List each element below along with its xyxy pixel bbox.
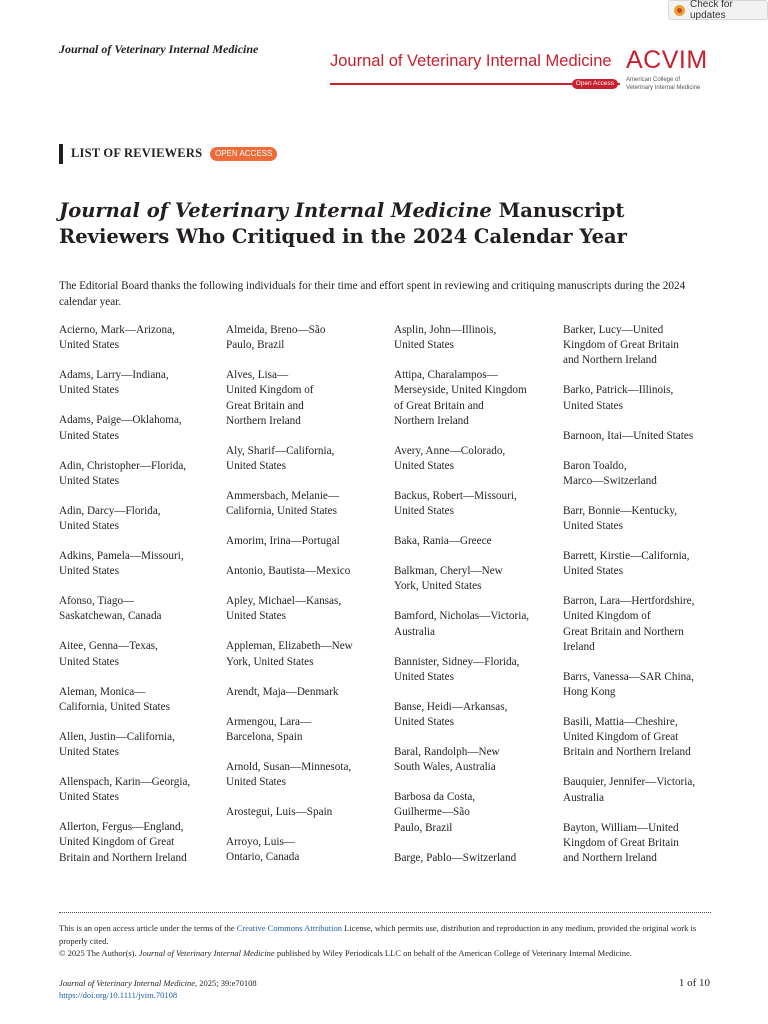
reviewer-entry-line: Barron, Lara—Hertfordshire, bbox=[563, 595, 695, 608]
reviewer-entry-line: United Kingdom of bbox=[563, 610, 651, 623]
reviewer-entry-line: California, United States bbox=[59, 700, 170, 713]
reviewer-entry-line: Amorim, Irina—Portugal bbox=[226, 535, 340, 548]
reviewer-entry-line: Ammersbach, Melanie— bbox=[226, 490, 340, 502]
reviewer-entry-line: Asplin, John—Illinois, bbox=[394, 324, 497, 336]
reviewer-entry-line: Kingdom of Great Britain bbox=[563, 836, 679, 849]
reviewer-entry-line: Ontario, Canada bbox=[226, 851, 300, 864]
reviewer-entry-line: Ireland bbox=[563, 640, 595, 653]
reviewer-entry-line: Guilherme—São bbox=[394, 806, 470, 819]
open-access-badge: OPEN ACCESS bbox=[210, 147, 277, 161]
license-footnote bbox=[59, 922, 719, 960]
reviewer-entry-line: Northern Ireland bbox=[394, 414, 469, 427]
reviewer-entry-line: Bannister, Sidney—Florida, bbox=[394, 655, 520, 668]
reviewer-entry bbox=[394, 655, 554, 685]
reviewer-entry bbox=[59, 368, 219, 398]
citation: Journal of Veterinary Internal Medicine, 2025; 39:e70108 bbox=[59, 978, 257, 988]
reviewer-entry-line: California, United States bbox=[226, 505, 337, 518]
reviewer-entry-line: United States bbox=[394, 460, 454, 472]
reviewer-entry bbox=[394, 790, 554, 836]
reviewer-entry-line: United States bbox=[226, 460, 286, 472]
reviewer-entry bbox=[563, 459, 723, 489]
reviewer-entry-line: Basili, Mattia—Cheshire, bbox=[563, 716, 678, 728]
reviewer-entry bbox=[226, 760, 386, 790]
reviewer-entry-line: Appleman, Elizabeth—New bbox=[226, 640, 353, 653]
reviewer-entry-line: Arnold, Susan—Minnesota, bbox=[226, 760, 352, 773]
reviewer-entry-line: Almeida, Breno—São bbox=[226, 324, 326, 336]
reviewer-entry-line: United States bbox=[59, 565, 119, 578]
open-access-pill: Open Access bbox=[572, 79, 618, 89]
reviewer-entry-line: Alves, Lisa— bbox=[226, 369, 289, 382]
reviewer-entry bbox=[563, 775, 723, 805]
reviewer-entry bbox=[226, 639, 386, 669]
reviewer-entry-line: United States bbox=[59, 655, 119, 668]
reviewer-entry bbox=[226, 368, 386, 429]
reviewer-entry-line: Saskatchewan, Canada bbox=[59, 610, 162, 623]
reviewer-entry bbox=[59, 594, 219, 624]
reviewer-entry-line: Great Britain and bbox=[226, 399, 304, 412]
reviewer-entry-line: Allenspach, Karin—Georgia, bbox=[59, 776, 191, 788]
acvim-subtitle-line2: Veterinary Internal Medicine bbox=[626, 85, 701, 91]
reviewer-entry bbox=[394, 444, 554, 474]
reviewer-entry bbox=[59, 639, 219, 669]
reviewer-entry-line: Hong Kong bbox=[563, 686, 616, 698]
footer-divider bbox=[59, 912, 711, 913]
reviewer-entry-line: Armengou, Lara— bbox=[226, 715, 312, 728]
reviewer-entry-line: United States bbox=[59, 429, 119, 442]
reviewer-entry bbox=[226, 715, 386, 745]
reviewer-entry-line: United States bbox=[59, 339, 119, 352]
reviewer-entry-line: Barrett, Kirstie—California, bbox=[563, 550, 690, 562]
reviewer-entry-line: Attipa, Charalampos— bbox=[394, 369, 498, 382]
reviewer-entry bbox=[59, 323, 219, 353]
reviewer-entry-line: United States bbox=[59, 520, 119, 532]
reviewer-entry-line: Allerton, Fergus—England, bbox=[59, 821, 184, 834]
reviewer-entry-line: Bayton, William—United bbox=[563, 821, 679, 834]
reviewer-entry-line: Adkins, Pamela—Missouri, bbox=[59, 550, 184, 562]
reviewer-entry bbox=[394, 745, 554, 775]
reviewer-entry-line: Paulo, Brazil bbox=[226, 339, 285, 352]
reviewer-entry-line: Balkman, Cheryl—New bbox=[394, 565, 503, 578]
reviewer-entry bbox=[59, 504, 219, 534]
copyright-text: © 2025 The Author(s). Journal of Veterinary Internal Medicine published by Wiley Periodicals LLC on behalf of the American College of Veterinary Internal Medicine. bbox=[59, 948, 632, 958]
reviewer-entry-line: United Kingdom of Great bbox=[563, 731, 679, 744]
reviewer-entry-line: United States bbox=[394, 505, 454, 518]
reviewer-entry bbox=[394, 323, 554, 353]
reviewer-entry bbox=[394, 534, 554, 549]
reviewer-entry bbox=[394, 851, 554, 866]
check-for-updates-label: Check for updates bbox=[690, 0, 733, 21]
reviewer-entry-line: Apley, Michael—Kansas, bbox=[226, 595, 342, 608]
reviewer-entry-line: Afonso, Tiago— bbox=[59, 595, 135, 608]
reviewer-entry bbox=[226, 835, 386, 865]
reviewer-entry bbox=[226, 594, 386, 624]
reviewer-entry-line: and Northern Ireland bbox=[563, 852, 657, 864]
reviewer-entry bbox=[394, 700, 554, 730]
article-title-rest: Manuscript Reviewers Who Critiqued in the 2024 Calendar Year bbox=[59, 199, 627, 248]
reviewer-entry bbox=[563, 504, 723, 534]
reviewer-entry bbox=[563, 429, 723, 444]
reviewer-entry-line: Banse, Heidi—Arkansas, bbox=[394, 700, 508, 713]
reviewer-entry-line: and Northern Ireland bbox=[563, 354, 657, 367]
reviewer-entry bbox=[563, 549, 723, 579]
reviewer-entry-line: Adin, Christopher—Florida, bbox=[59, 459, 187, 472]
reviewer-entry-line: Northern Ireland bbox=[226, 414, 301, 427]
acvim-subtitle-line1: American College of bbox=[626, 77, 681, 83]
reviewer-entry-line: Bamford, Nicholas—Victoria, bbox=[394, 610, 530, 623]
reviewer-entry-line: United States bbox=[394, 716, 454, 728]
reviewer-entry bbox=[59, 730, 219, 760]
reviewer-entry-line: York, United States bbox=[226, 655, 314, 668]
reviewer-entry-line: Barker, Lucy—United bbox=[563, 324, 664, 336]
reviewer-entry bbox=[226, 685, 386, 700]
reviewer-entry-line: United States bbox=[59, 791, 119, 804]
reviewer-entry-line: United States bbox=[394, 339, 454, 352]
reviewer-entry-line: Aly, Sharif—California, bbox=[226, 444, 335, 457]
reviewer-entry bbox=[563, 323, 723, 369]
reviewer-entry-line: Adams, Paige—Oklahoma, bbox=[59, 414, 182, 427]
reviewer-entry-line: United States bbox=[563, 399, 623, 412]
reviewer-entry-line: Backus, Robert—Missouri, bbox=[394, 490, 517, 502]
reviewer-entry-line: Adin, Darcy—Florida, bbox=[59, 504, 161, 517]
reviewer-entry-line: Allen, Justin—California, bbox=[59, 730, 175, 743]
reviewer-entry bbox=[226, 489, 386, 519]
crossmark-icon bbox=[674, 5, 685, 16]
reviewer-entry-line: United States bbox=[226, 610, 286, 623]
reviewer-entry-line: Barko, Patrick—Illinois, bbox=[563, 384, 674, 397]
reviewer-entry-line: Marco—Switzerland bbox=[563, 474, 657, 487]
reviewer-entry bbox=[394, 489, 554, 519]
reviewer-entry-line: Barge, Pablo—Switzerland bbox=[394, 851, 517, 864]
page-number: 1 of 10 bbox=[678, 977, 710, 989]
reviewer-entry-line: Arostegui, Luis—Spain bbox=[226, 806, 333, 818]
reviewer-entry-line: Kingdom of Great Britain bbox=[563, 339, 679, 352]
reviewer-entry-line: Barbosa da Costa, bbox=[394, 791, 476, 804]
reviewer-entry-line: Bauquier, Jennifer—Victoria, bbox=[563, 776, 696, 789]
masthead-title: Journal of Veterinary Internal Medicine bbox=[330, 52, 612, 70]
reviewer-entry bbox=[563, 670, 723, 700]
reviewer-entry-line: Adams, Larry—Indiana, bbox=[59, 369, 169, 382]
reviewer-entry-line: York, United States bbox=[394, 580, 482, 593]
reviewer-entry-line: Paulo, Brazil bbox=[394, 821, 453, 834]
reviewer-entry-line: Arroyo, Luis— bbox=[226, 836, 295, 848]
reviewer-entry-line: Aleman, Monica— bbox=[59, 685, 146, 698]
reviewer-entry bbox=[59, 775, 219, 805]
reviewer-entry-line: Acierno, Mark—Arizona, bbox=[59, 324, 175, 336]
reviewer-entry bbox=[226, 564, 386, 579]
reviewer-entry-line: Baron Toaldo, bbox=[563, 459, 627, 472]
reviewer-entry-line: of Great Britain and bbox=[394, 399, 484, 412]
journal-masthead bbox=[330, 52, 620, 87]
reviewer-entry bbox=[59, 413, 219, 443]
reviewer-entry bbox=[394, 564, 554, 594]
reviewer-entry-line: United States bbox=[59, 474, 119, 487]
reviewer-entry-line: Arendt, Maja—Denmark bbox=[226, 685, 339, 698]
doi-link[interactable]: https://doi.org/10.1111/jvim.70108 bbox=[59, 989, 178, 1000]
section-marker bbox=[59, 144, 63, 164]
running-head: Journal of Veterinary Internal Medicine bbox=[59, 42, 259, 56]
article-title bbox=[59, 198, 699, 250]
reviewer-entry bbox=[226, 805, 386, 820]
reviewer-entry-line: Australia bbox=[394, 625, 436, 638]
reviewer-entry bbox=[226, 534, 386, 549]
section-label: LIST OF REVIEWERS bbox=[71, 146, 203, 160]
reviewer-entry-line: United States bbox=[226, 776, 286, 788]
reviewer-entry-line: Baka, Rania—Greece bbox=[394, 535, 492, 548]
intro-paragraph: The Editorial Board thanks the following individuals for their time and effort spent in reviewing and critiquing manuscripts during the 2024 calendar year. bbox=[59, 280, 686, 308]
license-text: This is an open access article under the terms of the Creative Commons Attribution License, which permits use, distribution and reproduction in any medium, provided the original work is properly cited. bbox=[59, 923, 697, 946]
reviewer-entry-line: Great Britain and Northern bbox=[563, 625, 684, 638]
reviewer-entry bbox=[394, 609, 554, 639]
reviewer-entry-line: South Wales, Australia bbox=[394, 761, 496, 774]
reviewer-entry-line: United States bbox=[394, 670, 454, 683]
reviewer-entry bbox=[563, 821, 723, 867]
reviewer-entry bbox=[59, 685, 219, 715]
reviewer-entry-line: Barrs, Vanessa—SAR China, bbox=[563, 670, 694, 683]
article-title-journal: Journal of Veterinary Internal Medicine bbox=[59, 199, 492, 222]
reviewer-entry-line: United States bbox=[563, 520, 623, 532]
reviewer-entry-line: Barnoon, Itai—United States bbox=[563, 429, 694, 442]
acvim-subtitle bbox=[626, 76, 716, 92]
reviewer-entry-line: United Kingdom of bbox=[226, 384, 314, 397]
reviewer-entry-line: United States bbox=[59, 746, 119, 758]
reviewer-entry bbox=[394, 368, 554, 429]
reviewer-entry-line: Barcelona, Spain bbox=[226, 730, 303, 743]
reviewer-entry bbox=[563, 594, 723, 655]
reviewer-entry-line: Britain and Northern Ireland bbox=[59, 851, 187, 864]
cc-license-link[interactable]: Creative Commons Attribution bbox=[236, 923, 343, 933]
reviewer-entry-line: Avery, Anne—Colorado, bbox=[394, 444, 506, 457]
reviewer-entry-line: United Kingdom of Great bbox=[59, 836, 175, 849]
reviewer-entry-line: Baral, Randolph—New bbox=[394, 746, 500, 758]
acvim-wordmark: ACVIM bbox=[626, 46, 708, 74]
reviewer-entry-line: United States bbox=[59, 384, 119, 397]
reviewer-entry bbox=[59, 549, 219, 579]
reviewer-list bbox=[59, 323, 719, 873]
reviewer-entry bbox=[59, 820, 219, 866]
check-for-updates-button[interactable] bbox=[668, 0, 768, 20]
acvim-logo bbox=[626, 46, 716, 92]
reviewer-entry bbox=[226, 323, 386, 353]
reviewer-entry-line: United States bbox=[563, 565, 623, 578]
citation-block bbox=[59, 978, 257, 1001]
reviewer-entry-line: Britain and Northern Ireland bbox=[563, 746, 691, 759]
reviewer-entry bbox=[563, 715, 723, 761]
reviewer-entry-line: Aitee, Genna—Texas, bbox=[59, 640, 158, 653]
reviewer-entry-line: Barr, Bonnie—Kentucky, bbox=[563, 504, 678, 517]
reviewer-entry-line: Antonio, Bautista—Mexico bbox=[226, 565, 351, 578]
reviewer-entry-line: Merseyside, United Kingdom bbox=[394, 384, 527, 397]
reviewer-entry bbox=[226, 444, 386, 474]
reviewer-entry-line: Australia bbox=[563, 791, 605, 804]
reviewer-entry bbox=[59, 459, 219, 489]
reviewer-entry bbox=[563, 383, 723, 413]
